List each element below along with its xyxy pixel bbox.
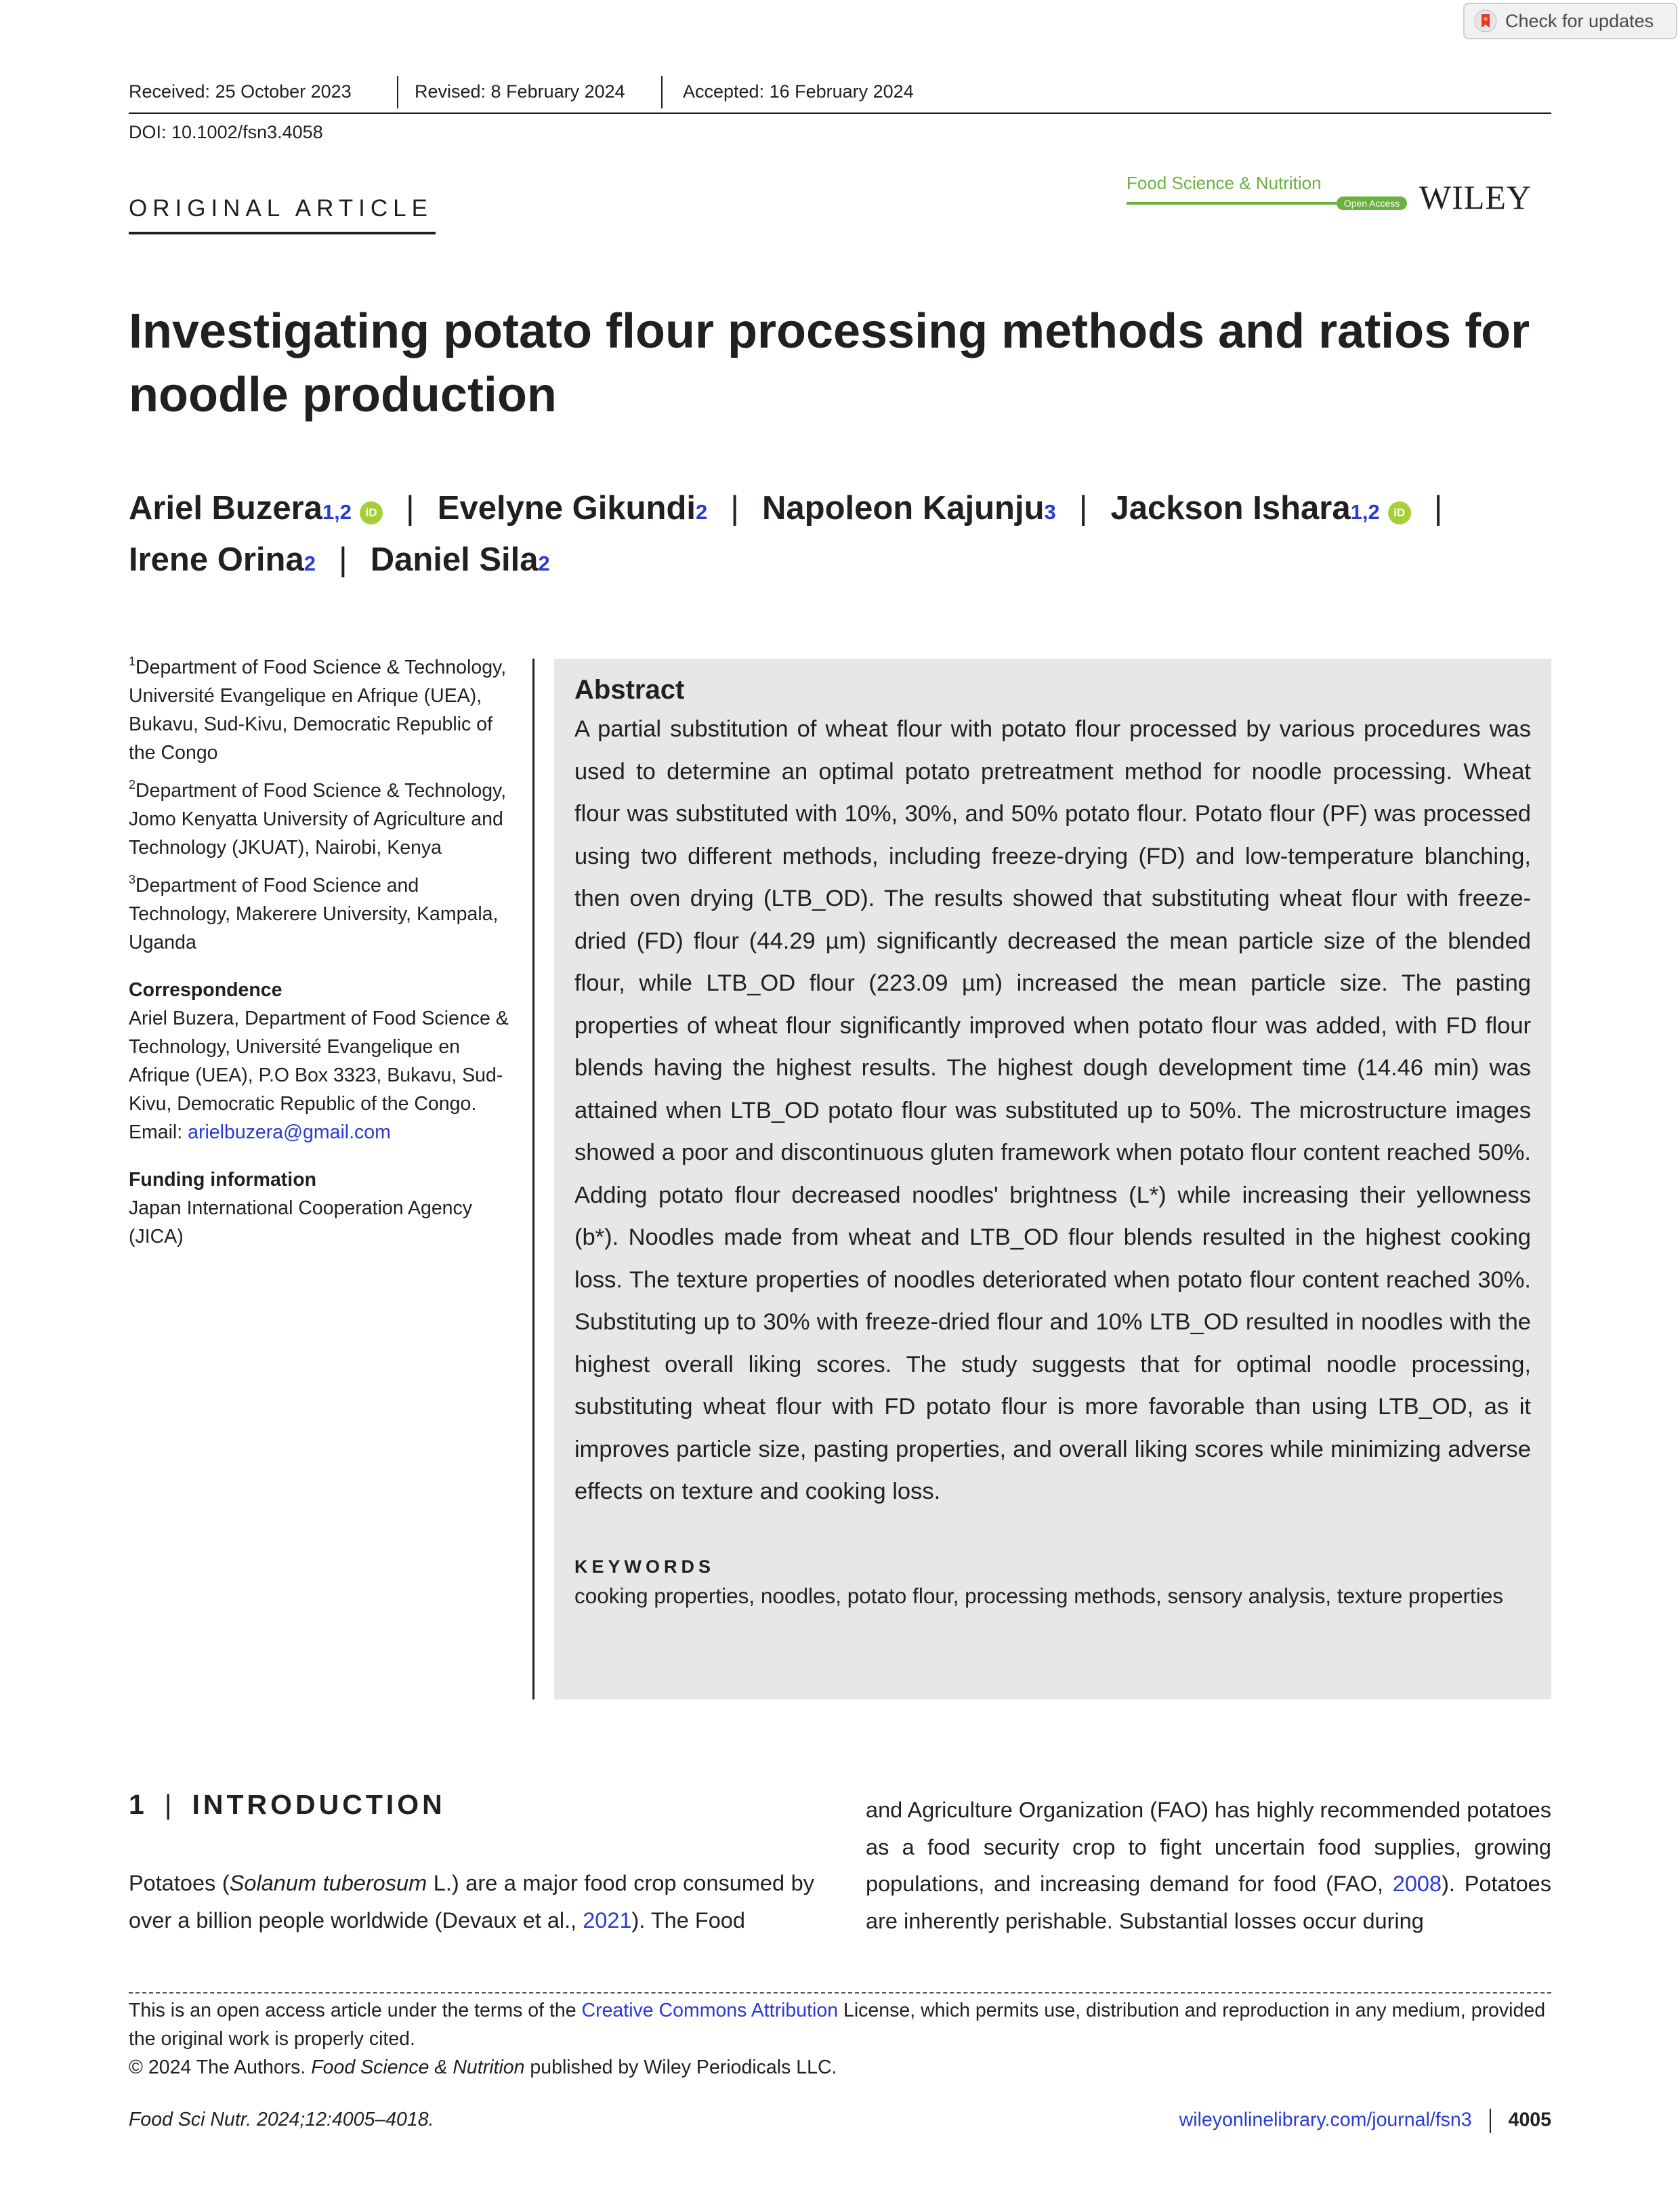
abstract-text: A partial substitution of wheat flour with potato flour processed by various procedures was used to determine an optimal potato pretreatment method for noodle processing. Wheat flour was substituted with 10%, 30%, and 50% potato flour. Potato flour (PF) was processed using two different methods, including freeze-drying (FD) and low-temperature blanching, then oven drying (LTB_OD). The results showed that substituting wheat flour with freeze-dried (FD) flour (44.29 µm) significantly decreased the mean particle size of the blended flour, while LTB_OD flour (223.09 µm) increased the mean particle size. The pasting properties of wheat flour significantly improved when potato flour was added, with FD flour blends having the highest results. The highest dough development time (14.46 min) was attained when LTB_OD potato flour was substituted up to 50%. The microstructure images showed a poor and discontinuous gluten framework when potato flour content reached 50%. Adding potato flour decreased noodles' brightness (L*) while increasing their yellowness (b*). Noodles made from wheat and LTB_OD flour blends resulted in the highest cooking loss. The texture properties of noodles deteriorated when potato flour content reached 30%. Substituting up to 30% with freeze-dried flour and 10% LTB_OD resulted in noodles with the highest overall liking scores. The study suggests that for optimal noodle processing, substituting wheat flour with FD potato flour is more favorable than using LTB_OD, as it improves particle size, pasting properties, and overall liking scores while minimizing adverse effects on texture and cooking loss. <box>574 716 1531 1504</box>
article-info-column <box>129 653 515 1260</box>
check-updates-icon <box>1474 9 1497 33</box>
section-number: 1 <box>129 1789 144 1820</box>
citation-link[interactable]: 2008 <box>1392 1872 1442 1896</box>
received-date: Received: 25 October 2023 <box>129 81 352 102</box>
author-separator: | <box>1078 490 1088 527</box>
keywords-heading: KEYWORDS <box>574 1556 715 1577</box>
footer-separator <box>1490 2109 1491 2133</box>
author-separator: | <box>730 490 739 527</box>
check-updates-label: Check for updates <box>1505 10 1654 31</box>
author-name[interactable]: Napoleon Kajunju <box>762 490 1045 527</box>
citation-link[interactable]: 2021 <box>583 1907 632 1933</box>
license-link[interactable]: Creative Commons Attribution <box>581 2000 839 2021</box>
journal-logo[interactable]: Food Science & Nutrition <box>1127 173 1322 193</box>
journal-url-link[interactable]: wileyonlinelibrary.com/journal/fsn3 <box>1179 2109 1472 2131</box>
keywords-text: cooking properties, noodles, potato flour, processing methods, sensory analysis, texture properties <box>574 1583 1504 1608</box>
publisher-logo[interactable]: WILEY <box>1419 178 1532 216</box>
funding-heading: Funding information <box>129 1169 317 1191</box>
footer-citation: Food Sci Nutr. 2024;12:4005–4018. <box>129 2109 434 2130</box>
open-access-badge: Open Access <box>1337 197 1407 210</box>
author-name[interactable]: Jackson Ishara <box>1110 490 1351 527</box>
email-link[interactable]: arielbuzera@gmail.com <box>188 1121 391 1143</box>
correspondence-text: Ariel Buzera, Department of Food Science & Technology, Université Evangelique en Afrique (UEA), P.O Box 3323, Bukavu, Sud-Kivu, Democratic Republic of the Congo. Email: arielbuzera@gmail.com <box>129 1008 509 1143</box>
author-separator: | <box>338 541 348 578</box>
author-name[interactable]: Evelyne Gikundi <box>437 490 696 527</box>
article-dates <box>129 76 1551 117</box>
author-line-2: Irene Orina 2 | Daniel Sila 2 <box>129 541 550 578</box>
article-type: ORIGINAL ARTICLE <box>129 195 433 222</box>
section-heading <box>129 1789 446 1821</box>
funding-text: Japan International Cooperation Agency (JICA) <box>129 1197 473 1247</box>
section-separator: | <box>164 1789 172 1820</box>
column-divider <box>532 659 534 1699</box>
footer-right <box>1152 2109 1551 2133</box>
author-separator: | <box>1433 490 1443 527</box>
doi[interactable]: DOI: 10.1002/fsn3.4058 <box>129 122 323 142</box>
article-type-underline <box>129 232 436 234</box>
intro-column-1: Potatoes (Solanum tuberosum L.) are a major food crop consumed by over a billion people worldwide (Devaux et al., 2021). The Food <box>129 1871 814 1933</box>
date-separator <box>661 76 663 108</box>
header-rule <box>129 112 1551 114</box>
check-for-updates-button[interactable] <box>1463 3 1677 39</box>
orcid-icon[interactable]: iD <box>1388 501 1411 524</box>
affiliation-3: $^3$Department of Food Science and Technology, Makerere University, Kampala, Uganda <box>129 873 499 953</box>
article-title: Investigating potato flour processing methods and ratios for noodle production <box>129 304 1530 422</box>
correspondence-heading: Correspondence <box>129 979 282 1001</box>
journal-logo-line <box>1127 202 1337 205</box>
abstract-heading: Abstract <box>574 675 685 705</box>
author-separator: | <box>406 490 415 527</box>
author-name[interactable]: Daniel Sila <box>370 541 539 578</box>
orcid-icon[interactable]: iD <box>360 501 383 524</box>
section-title: INTRODUCTION <box>192 1789 446 1820</box>
license-divider <box>129 1992 1551 1994</box>
author-line-1: Ariel Buzera 1,2 iD | Evelyne Gikundi 2 | Napoleon Kajunju 3 | Jackson Ishara 1,2 iD | <box>129 490 1443 527</box>
affiliation-1: $^1$Department of Food Science & Technology, Université Evangelique en Afrique (UEA), Bukavu, Sud-Kivu, Democratic Republic of the Congo <box>129 655 507 764</box>
license-note: This is an open access article under the terms of the Creative Commons Attribution License, which permits use, distribution and reproduction in any medium, provided the original work is properly cited. © 2024 The Authors. Food Science & Nutrition published by Wiley Periodicals LLC. <box>129 2000 1546 2078</box>
author-name[interactable]: Irene Orina <box>129 541 304 578</box>
date-separator <box>397 76 398 108</box>
accepted-date: Accepted: 16 February 2024 <box>683 81 914 102</box>
revised-date: Revised: 8 February 2024 <box>415 81 625 102</box>
abstract-box <box>554 659 1551 1699</box>
intro-column-2: and Agriculture Organization (FAO) has highly recommended potatoes as a food security crop to fight uncertain food supplies, growing populations, and increasing demand for food (FAO, 2008). Potatoes are inherently perishable. Substantial losses occur during <box>866 1798 1552 1933</box>
author-name[interactable]: Ariel Buzera <box>129 490 322 527</box>
affiliation-2: $^2$Department of Food Science & Technology, Jomo Kenyatta University of Agriculture and Technology (JKUAT), Nairobi, Kenya <box>129 778 507 859</box>
page-number: 4005 <box>1508 2109 1551 2131</box>
